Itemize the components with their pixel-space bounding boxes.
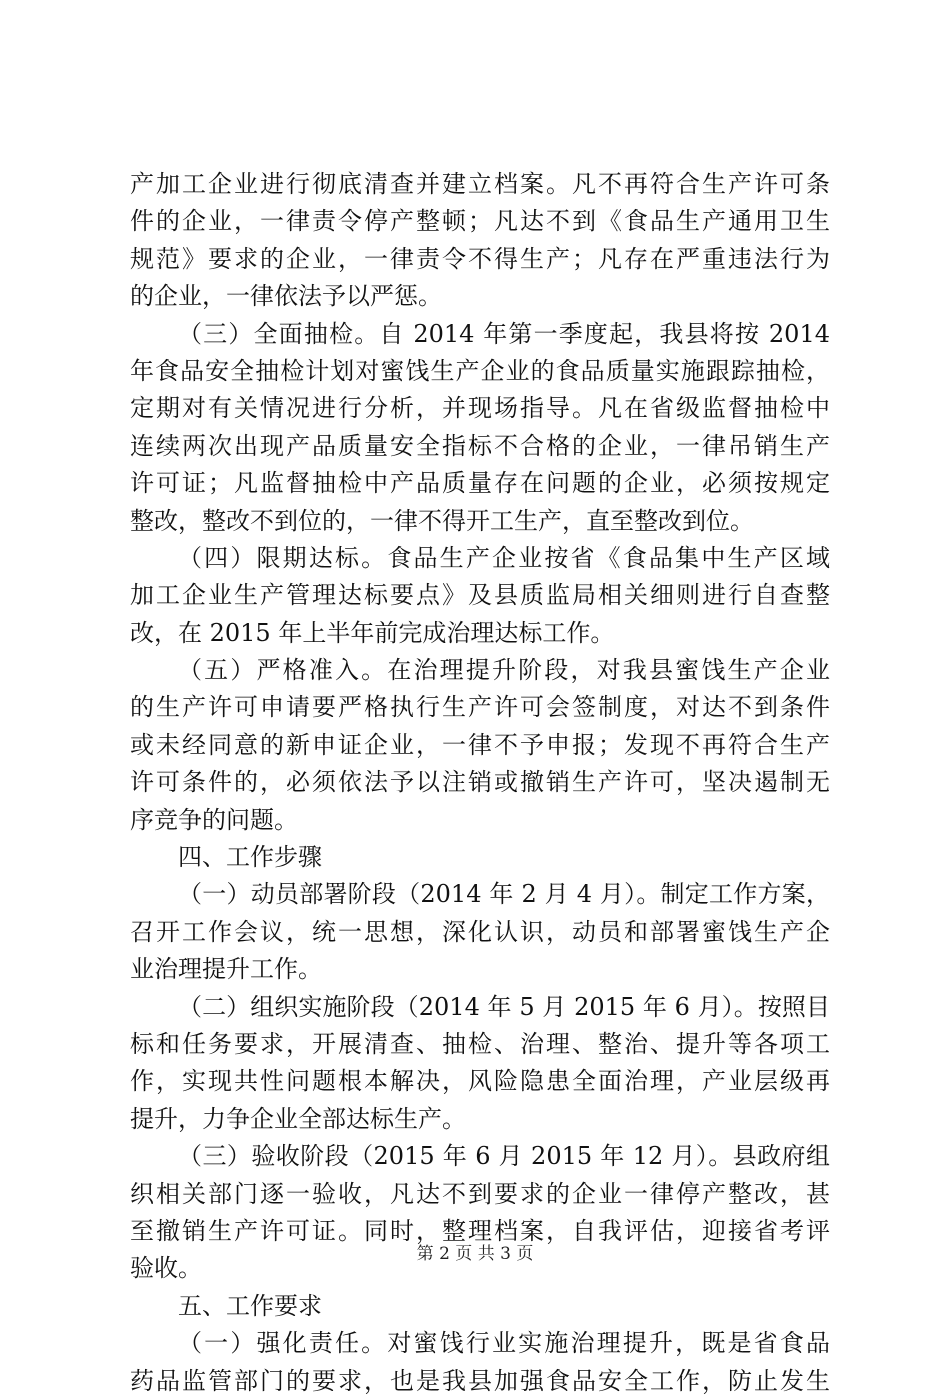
text-line: 许可证；凡监督抽检中产品质量存在问题的企业，必须按规定 [130,469,830,498]
text-line: 产加工企业进行彻底清查并建立档案。凡不再符合生产许可条 [130,170,830,198]
text-line: 定期对有关情况进行分析，并现场指导。凡在省级监督抽检中 [130,394,830,423]
document-body [130,166,830,1400]
text-line: 提升，力争企业全部达标生产。 [130,1104,466,1133]
text-line: 织相关部门逐一验收，凡达不到要求的企业一律停产整改，甚 [130,1179,830,1208]
text-line: （一）强化责任。对蜜饯行业实施治理提升，既是省食品 [178,1329,830,1358]
text-line: （四）限期达标。食品生产企业按省《食品集中生产区域 [178,543,830,572]
text-line: 或未经同意的新申证企业，一律不予申报；发现不再符合生产 [130,730,830,759]
text-line: 改，在 2015 年上半年前完成治理达标工作。 [130,618,615,647]
text-line: 序竞争的问题。 [130,805,298,834]
text-line: 整改，整改不到位的，一律不得开工生产，直至整改到位。 [130,506,754,535]
text-line: （五）严格准入。在治理提升阶段，对我县蜜饯生产企业 [178,656,830,685]
section-heading: 五、工作要求 [178,1291,322,1320]
text-line: 验收。 [130,1254,202,1283]
text-line: （一）动员部署阶段（2014 年 2 月 4 月）。制定工作方案， [178,880,830,909]
text-line: 连续两次出现产品质量安全指标不合格的企业，一律吊销生产 [130,431,830,460]
text-line: 标和任务要求，开展清查、抽检、治理、整治、提升等各项工 [130,1029,830,1058]
text-line: （二）组织实施阶段（2014 年 5 月 2015 年 6 月）。按照目 [178,992,830,1021]
text-line: 药品监管部门的要求，也是我县加强食品安全工作，防止发生 [130,1366,830,1395]
text-line: 至撤销生产许可证。同时，整理档案，自我评估，迎接省考评 [130,1216,830,1245]
section-heading: 四、工作步骤 [178,843,322,872]
text-line: 年食品安全抽检计划对蜜饯生产企业的食品质量实施跟踪抽检， [130,356,830,385]
text-line: 召开工作会议，统一思想，深化认识，动员和部署蜜饯生产企 [130,917,830,946]
text-line: 件的企业，一律责令停产整顿；凡达不到《食品生产通用卫生 [130,207,830,236]
text-line: 业治理提升工作。 [130,955,322,984]
text-line: 作，实现共性问题根本解决，风险隐患全面治理，产业层级再 [130,1067,830,1096]
text-line: （三）验收阶段（2015 年 6 月 2015 年 12 月）。县政府组 [178,1142,830,1171]
text-line: 许可条件的，必须依法予以注销或撤销生产许可，坚决遏制无 [130,768,830,797]
text-line: 的生产许可申请要严格执行生产许可会签制度，对达不到条件 [130,693,830,722]
page-number-footer: 第 2 页 共 3 页 [416,1244,534,1264]
text-line: 规范》要求的企业，一律责令不得生产；凡存在严重违法行为 [130,244,830,273]
text-line: （三）全面抽检。自 2014 年第一季度起，我县将按 2014 [178,319,830,348]
text-line: 加工企业生产管理达标要点》及县质监局相关细则进行自查整 [130,581,830,610]
text-line: 的企业，一律依法予以严惩。 [130,282,442,311]
